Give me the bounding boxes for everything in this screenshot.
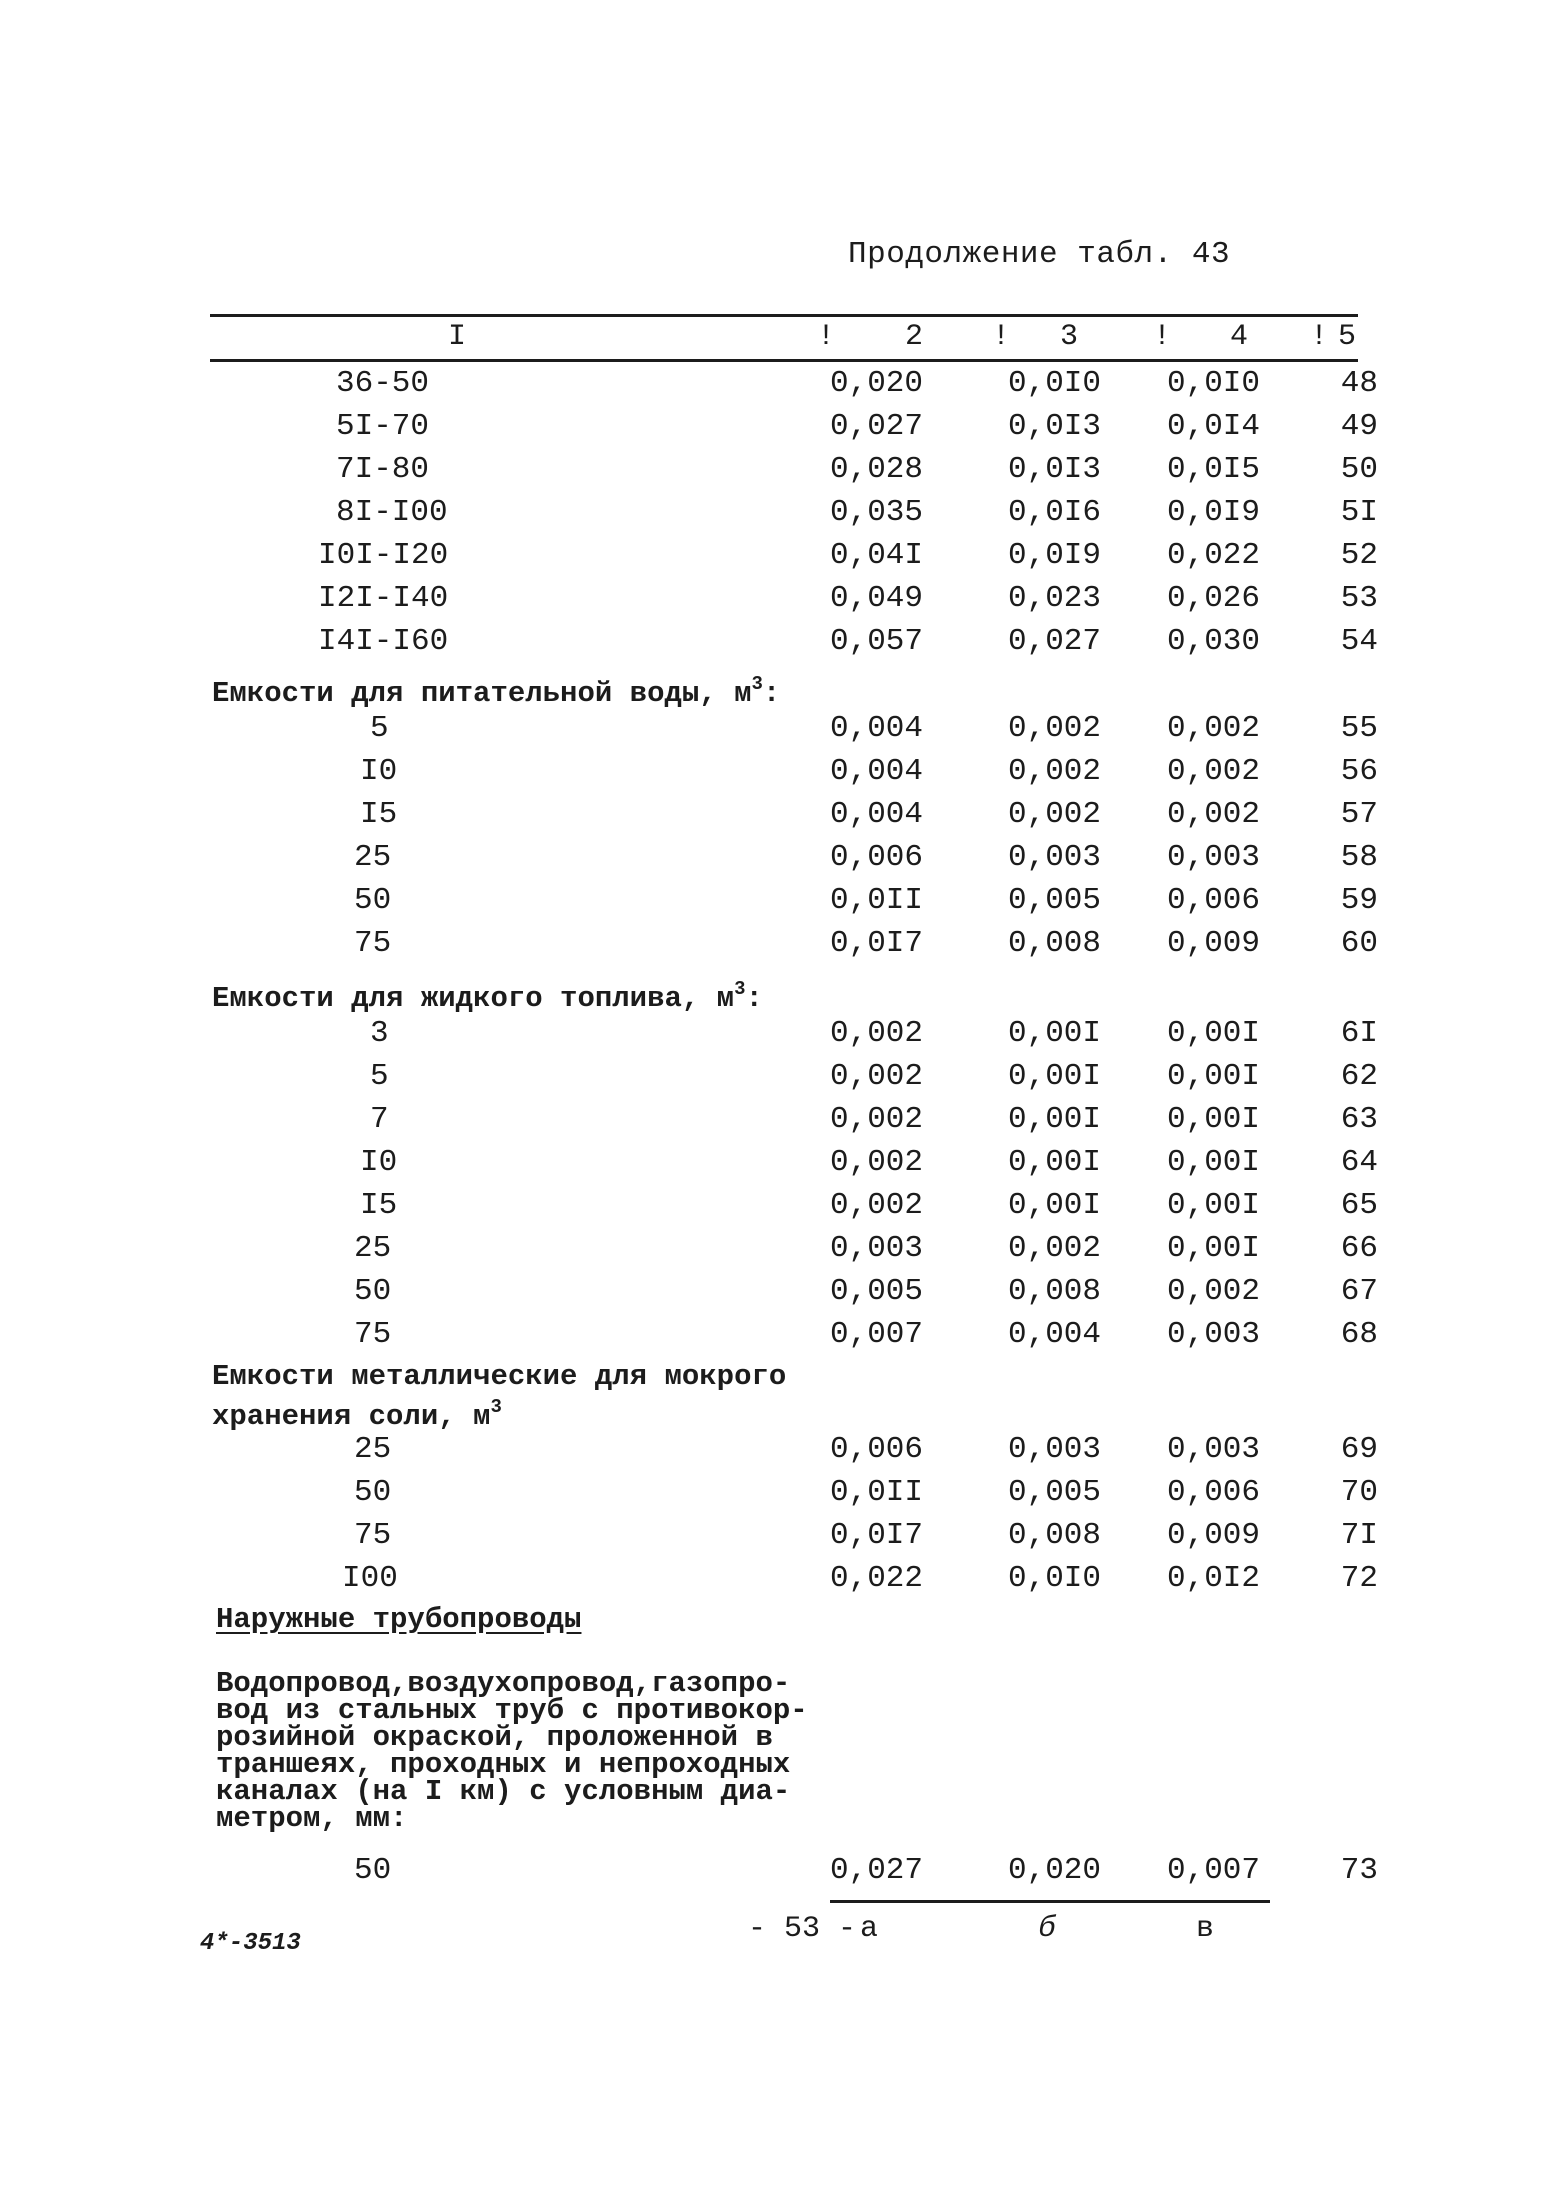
row-label: 5 xyxy=(370,1059,389,1094)
section-suffix: : xyxy=(762,677,781,710)
row-value-col2: 0,004 xyxy=(830,797,924,832)
row-value-col3: 0,0I6 xyxy=(1008,495,1102,530)
row-value-col3: 0,008 xyxy=(1008,926,1102,961)
row-label: 7I-80 xyxy=(336,452,430,487)
header-separator: ! xyxy=(1153,320,1172,354)
row-number: 73 xyxy=(1340,1853,1378,1888)
row-label: 25 xyxy=(354,1432,392,1467)
page-number: - 53 - xyxy=(748,1912,857,1946)
outdoor-pipelines-heading: Наружные трубопроводы xyxy=(216,1603,582,1636)
row-value-col3: 0,002 xyxy=(1008,797,1102,832)
row-number: 59 xyxy=(1340,883,1378,918)
row-value-col2: 0,0II xyxy=(830,1475,924,1510)
row-value-col2: 0,004 xyxy=(830,754,924,789)
section-suffix: : xyxy=(745,982,763,1015)
continuation-title: Продолжение табл. 43 xyxy=(848,237,1231,272)
table-row xyxy=(0,926,1560,966)
row-label: 50 xyxy=(354,883,392,918)
row-value-col3: 0,00I xyxy=(1008,1059,1102,1094)
header-separator: ! xyxy=(817,320,836,354)
row-label: I5 xyxy=(360,1188,398,1223)
row-value-col2: 0,022 xyxy=(830,1561,924,1596)
table-row xyxy=(0,883,1560,923)
row-value-col2: 0,006 xyxy=(830,840,924,875)
section-title: Емкости металлические для мокрого хранения соли, м xyxy=(212,1360,787,1433)
row-label: I00 xyxy=(342,1561,398,1596)
table-row xyxy=(0,452,1560,492)
row-number: 58 xyxy=(1340,840,1378,875)
row-label: 25 xyxy=(354,1231,392,1266)
row-number: 5I xyxy=(1340,495,1378,530)
table-row xyxy=(0,840,1560,880)
row-value-col4: 0,00I xyxy=(1167,1231,1261,1266)
row-value-col4: 0,009 xyxy=(1167,926,1261,961)
row-label: 75 xyxy=(354,1518,392,1553)
header-separator: ! xyxy=(1310,320,1329,354)
row-number: 67 xyxy=(1340,1274,1378,1309)
row-value-col2: 0,002 xyxy=(830,1102,924,1137)
table-row xyxy=(0,1059,1560,1099)
row-number: 69 xyxy=(1340,1432,1378,1467)
row-label: I0 xyxy=(360,1145,398,1180)
row-number: 6I xyxy=(1340,1016,1378,1051)
row-value-col2: 0,035 xyxy=(830,495,924,530)
row-value-col3: 0,0I3 xyxy=(1008,409,1102,444)
header-separator: ! xyxy=(992,320,1011,354)
section-feed-water-tanks xyxy=(212,669,780,709)
row-value-col3: 0,008 xyxy=(1008,1274,1102,1309)
row-value-col2: 0,0I7 xyxy=(830,1518,924,1553)
row-value-col2: 0,003 xyxy=(830,1231,924,1266)
row-value-col4: 0,0I4 xyxy=(1167,409,1261,444)
row-label: 75 xyxy=(354,926,392,961)
row-value-col2: 0,057 xyxy=(830,624,924,659)
row-label: 25 xyxy=(354,840,392,875)
table-row xyxy=(0,495,1560,535)
row-value-col2: 0,027 xyxy=(830,409,924,444)
row-value-col3: 0,005 xyxy=(1008,1475,1102,1510)
row-number: 65 xyxy=(1340,1188,1378,1223)
row-value-col3: 0,00I xyxy=(1008,1102,1102,1137)
row-value-col4: 0,003 xyxy=(1167,1317,1261,1352)
section-title: Емкости для жидкого топлива, м xyxy=(212,982,735,1015)
row-value-col3: 0,002 xyxy=(1008,754,1102,789)
row-value-col4: 0,009 xyxy=(1167,1518,1261,1553)
row-value-col4: 0,0I9 xyxy=(1167,495,1261,530)
table-row xyxy=(0,538,1560,578)
row-value-col4: 0,002 xyxy=(1167,754,1261,789)
row-value-col3: 0,002 xyxy=(1008,711,1102,746)
row-value-col2: 0,002 xyxy=(830,1188,924,1223)
table-row xyxy=(0,1518,1560,1558)
row-value-col3: 0,0I3 xyxy=(1008,452,1102,487)
row-value-col4: 0,00I xyxy=(1167,1145,1261,1180)
row-number: 64 xyxy=(1340,1145,1378,1180)
row-value-col2: 0,002 xyxy=(830,1016,924,1051)
row-value-col3: 0,00I xyxy=(1008,1145,1102,1180)
table-row xyxy=(0,1561,1560,1601)
row-value-col3: 0,0I0 xyxy=(1008,1561,1102,1596)
row-label: 5I-70 xyxy=(336,409,430,444)
row-value-col4: 0,026 xyxy=(1167,581,1261,616)
row-value-col2: 0,005 xyxy=(830,1274,924,1309)
row-value-col3: 0,00I xyxy=(1008,1188,1102,1223)
table-row xyxy=(0,409,1560,449)
row-value-col4: 0,00I xyxy=(1167,1059,1261,1094)
row-value-col2: 0,0II xyxy=(830,883,924,918)
row-number: 52 xyxy=(1340,538,1378,573)
row-value-col3: 0,003 xyxy=(1008,840,1102,875)
table-row xyxy=(0,754,1560,794)
row-number: 70 xyxy=(1340,1475,1378,1510)
header-bottom-rule xyxy=(210,359,1358,362)
table-row xyxy=(0,1432,1560,1472)
row-number: 50 xyxy=(1340,452,1378,487)
row-number: 72 xyxy=(1340,1561,1378,1596)
row-value-col3: 0,00I xyxy=(1008,1016,1102,1051)
row-value-col4: 0,0I0 xyxy=(1167,366,1261,401)
row-number: 63 xyxy=(1340,1102,1378,1137)
table-row xyxy=(0,797,1560,837)
row-value-col4: 0,00I xyxy=(1167,1102,1261,1137)
row-label: 50 xyxy=(354,1274,392,1309)
row-value-col4: 0,0I2 xyxy=(1167,1561,1261,1596)
row-value-col2: 0,002 xyxy=(830,1059,924,1094)
row-label: 5 xyxy=(370,711,389,746)
row-number: 7I xyxy=(1340,1518,1378,1553)
row-value-col3: 0,004 xyxy=(1008,1317,1102,1352)
table-row xyxy=(0,581,1560,621)
row-value-col2: 0,004 xyxy=(830,711,924,746)
table-row xyxy=(0,1188,1560,1228)
header-col-2: 2 xyxy=(905,320,924,354)
row-value-col3: 0,005 xyxy=(1008,883,1102,918)
row-value-col3: 0,0I0 xyxy=(1008,366,1102,401)
row-value-col4: 0,003 xyxy=(1167,840,1261,875)
row-value-col4: 0,00I xyxy=(1167,1188,1261,1223)
row-value-col2: 0,028 xyxy=(830,452,924,487)
row-value-col4: 0,003 xyxy=(1167,1432,1261,1467)
header-col-5: 5 xyxy=(1338,320,1357,354)
row-number: 66 xyxy=(1340,1231,1378,1266)
row-number: 49 xyxy=(1340,409,1378,444)
footer-col-b: б xyxy=(1038,1912,1057,1946)
row-value-col4: 0,006 xyxy=(1167,1475,1261,1510)
row-value-col2: 0,020 xyxy=(830,366,924,401)
row-value-col3: 0,003 xyxy=(1008,1432,1102,1467)
row-value-col4: 0,007 xyxy=(1167,1853,1261,1888)
header-col-3: 3 xyxy=(1060,320,1079,354)
footer-col-a: а xyxy=(860,1912,879,1946)
row-number: 54 xyxy=(1340,624,1378,659)
table-top-rule xyxy=(210,314,1358,317)
superscript: 3 xyxy=(734,978,746,1000)
table-row xyxy=(0,1016,1560,1056)
footer-col-c: в xyxy=(1196,1912,1215,1946)
row-label: 7 xyxy=(370,1102,389,1137)
row-value-col4: 0,002 xyxy=(1167,797,1261,832)
row-value-col2: 0,006 xyxy=(830,1432,924,1467)
row-value-col2: 0,04I xyxy=(830,538,924,573)
row-label: 36-50 xyxy=(336,366,430,401)
row-value-col3: 0,023 xyxy=(1008,581,1102,616)
row-label: I4I-I60 xyxy=(318,624,449,659)
row-number: 57 xyxy=(1340,797,1378,832)
archive-mark: 4*-3513 xyxy=(200,1930,301,1957)
row-value-col4: 0,00I xyxy=(1167,1016,1261,1051)
table-row xyxy=(0,1145,1560,1185)
row-label: 3 xyxy=(370,1016,389,1051)
row-label: 50 xyxy=(354,1475,392,1510)
row-value-col3: 0,002 xyxy=(1008,1231,1102,1266)
row-value-col2: 0,049 xyxy=(830,581,924,616)
row-value-col4: 0,002 xyxy=(1167,1274,1261,1309)
row-value-col4: 0,002 xyxy=(1167,711,1261,746)
superscript: 3 xyxy=(490,1396,502,1418)
row-number: 53 xyxy=(1340,581,1378,616)
row-number: 56 xyxy=(1340,754,1378,789)
table-row xyxy=(0,1102,1560,1142)
table-row xyxy=(0,1475,1560,1515)
row-value-col2: 0,007 xyxy=(830,1317,924,1352)
pipeline-description: Водопровод,воздухопровод,газопро- вод из стальных труб с противокор- розийной окраской, проложенной в траншеях, проходных и непроходных каналах (на I км) с условным диа- метром, мм: xyxy=(216,1667,808,1835)
row-value-col4: 0,0I5 xyxy=(1167,452,1261,487)
row-value-col3: 0,027 xyxy=(1008,624,1102,659)
row-value-col2: 0,0I7 xyxy=(830,926,924,961)
table-row xyxy=(0,624,1560,664)
table-row xyxy=(0,1231,1560,1271)
row-value-col2: 0,027 xyxy=(830,1853,924,1888)
row-number: 68 xyxy=(1340,1317,1378,1352)
row-value-col4: 0,022 xyxy=(1167,538,1261,573)
section-liquid-fuel-tanks xyxy=(212,974,763,1014)
row-value-col3: 0,008 xyxy=(1008,1518,1102,1553)
row-label: 50 xyxy=(354,1853,392,1888)
section-title: Емкости для питательной воды, м xyxy=(212,677,752,710)
row-label: 8I-I00 xyxy=(336,495,448,530)
row-value-col2: 0,002 xyxy=(830,1145,924,1180)
table-row xyxy=(0,1853,1560,1893)
row-value-col4: 0,030 xyxy=(1167,624,1261,659)
row-label: I0I-I20 xyxy=(318,538,449,573)
row-number: 48 xyxy=(1340,366,1378,401)
table-row xyxy=(0,366,1560,406)
row-label: 75 xyxy=(354,1317,392,1352)
footer-rule xyxy=(830,1900,1270,1903)
superscript: 3 xyxy=(751,673,763,695)
table-row xyxy=(0,1317,1560,1357)
header-col-4: 4 xyxy=(1230,320,1249,354)
row-number: 62 xyxy=(1340,1059,1378,1094)
row-value-col3: 0,0I9 xyxy=(1008,538,1102,573)
row-value-col4: 0,006 xyxy=(1167,883,1261,918)
table-row xyxy=(0,711,1560,751)
row-label: I0 xyxy=(360,754,398,789)
row-value-col3: 0,020 xyxy=(1008,1853,1102,1888)
row-number: 55 xyxy=(1340,711,1378,746)
header-col-1: I xyxy=(448,320,467,354)
row-label: I2I-I40 xyxy=(318,581,449,616)
row-number: 60 xyxy=(1340,926,1378,961)
row-label: I5 xyxy=(360,797,398,832)
section-salt-storage-tanks xyxy=(212,1362,786,1432)
table-row xyxy=(0,1274,1560,1314)
